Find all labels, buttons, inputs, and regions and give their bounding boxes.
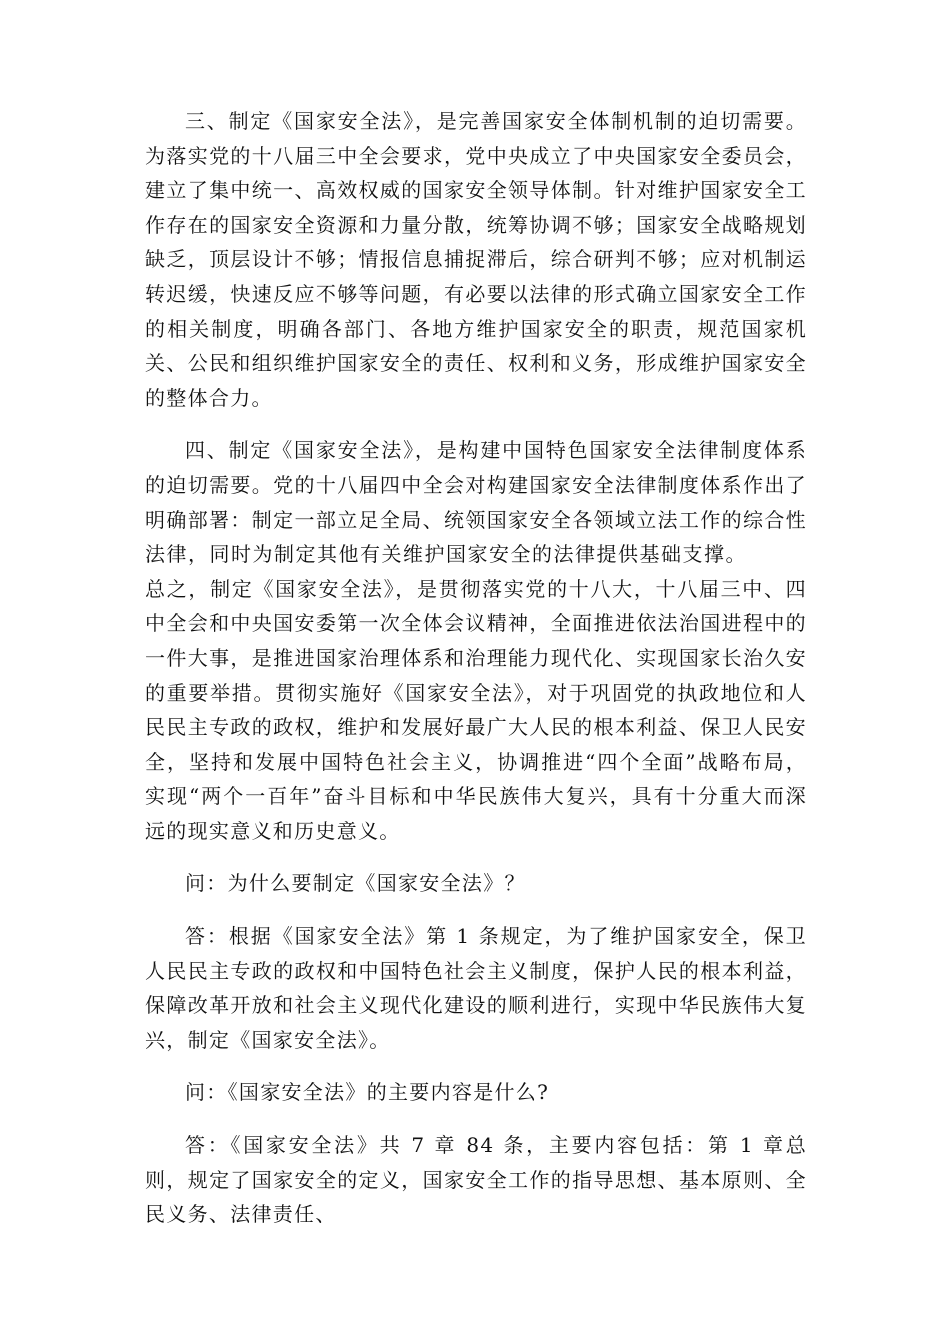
- paragraph-four: [145, 433, 807, 848]
- document-page: [145, 104, 807, 1250]
- answer-one: 答：根据《国家安全法》第 1 条规定，为了维护国家安全，保卫人民民主专政的政权和中国特色社会主义制度，保护人民的根本利益，保障改革开放和社会主义现代化建设的顺利进行，实现中华民族伟大复兴，制定《国家安全法》。: [145, 924, 807, 1052]
- conclusion-text: 总之，制定《国家安全法》，是贯彻落实党的十八大，十八届三中、四中全会和中央国安委第一次全体会议精神，全面推进依法治国进程中的一件大事，是推进国家治理体系和治理能力现代化、实现国家长治久安的重要举措。贯彻实施好《国家安全法》，对于巩固党的执政地位和人民民主专政的政权，维护和发展好最广大人民的根本利益、保卫人民安全，坚持和发展中国特色社会主义，协调推进“四个全面”战略布局，实现“两个一百年”奋斗目标和中华民族伟大复兴，具有十分重大而深远的现实意义和历史意义。: [145, 576, 807, 843]
- answer-two: 答：《国家安全法》共 7 章 84 条，主要内容包括：第 1 章总则，规定了国家安全的定义，国家安全工作的指导思想、基本原则、全民义务、法律责任、: [145, 1133, 807, 1227]
- paragraph-four-text: 四、制定《国家安全法》，是构建中国特色国家安全法律制度体系的迫切需要。党的十八届四中全会对构建国家安全法律制度体系作出了明确部署：制定一部立足全局、统领国家安全各领域立法工作的综合性法律，同时为制定其他有关维护国家安全的法律提供基础支撑。: [145, 438, 807, 567]
- paragraph-three: 三、制定《国家安全法》，是完善国家安全体制机制的迫切需要。为落实党的十八届三中全会要求，党中央成立了中央国家安全委员会，建立了集中统一、高效权威的国家安全领导体制。针对维护国家安全工作存在的国家安全资源和力量分散，统筹协调不够；国家安全战略规划缺乏，顶层设计不够；情报信息捕捉滞后，综合研判不够；应对机制运转迟缓，快速反应不够等问题，有必要以法律的形式确立国家安全工作的相关制度，明确各部门、各地方维护国家安全的职责，规范国家机关、公民和组织维护国家安全的责任、权利和义务，形成维护国家安全的整体合力。: [145, 109, 807, 410]
- question-one: 问：为什么要制定《国家安全法》？: [185, 871, 526, 896]
- question-two: 问：《国家安全法》的主要内容是什么?: [185, 1080, 550, 1105]
